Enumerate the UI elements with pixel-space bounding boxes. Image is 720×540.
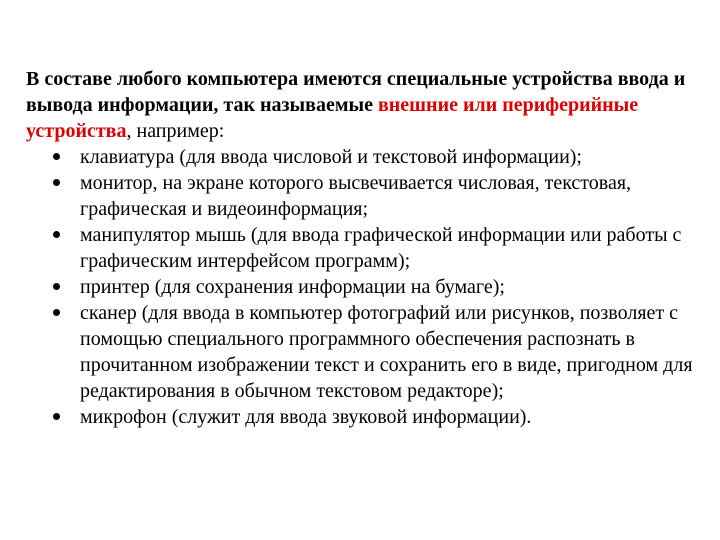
list-item [26,404,716,430]
bullet-icon [53,231,60,238]
list-item-text: сканер (для ввода в компьютер фотографий или рисунков, позволяет с помощью специального программного обеспечения распознать в прочитанном изображении текст и сохранить его в виде, пригодном для редактирования в обычном текстовом редакторе); [80,302,693,402]
intro-bold-text: В составе любого компьютера имеются специальные устройства ввода и вывода информации, так называемые [26,68,686,116]
list-item [26,300,716,404]
list-item [26,274,716,300]
list-item-text: клавиатура (для ввода числовой и текстовой информации); [80,146,582,168]
intro-tail-text: , например: [126,120,225,142]
list-item-text: манипулятор мышь (для ввода графической информации или работы с графическим интерфейсом программ); [80,224,682,272]
bullet-icon [53,413,60,420]
list-item [26,170,716,222]
bullet-icon [53,153,60,160]
list-item [26,144,716,170]
bullet-icon [53,283,60,290]
list-item-text: монитор, на экране которого высвечивается числовая, текстовая, графическая и видеоинформация; [80,172,632,220]
device-list [26,144,716,430]
list-item-text: принтер (для сохранения информации на бумаге); [80,276,505,298]
bullet-icon [53,309,60,316]
slide-content [26,66,716,430]
intro-paragraph [26,66,716,144]
intro-highlight-term: внешние или периферийные устройства [26,94,639,142]
list-item-text: микрофон (служит для ввода звуковой информации). [80,406,532,428]
bullet-icon [53,179,60,186]
list-item [26,222,716,274]
